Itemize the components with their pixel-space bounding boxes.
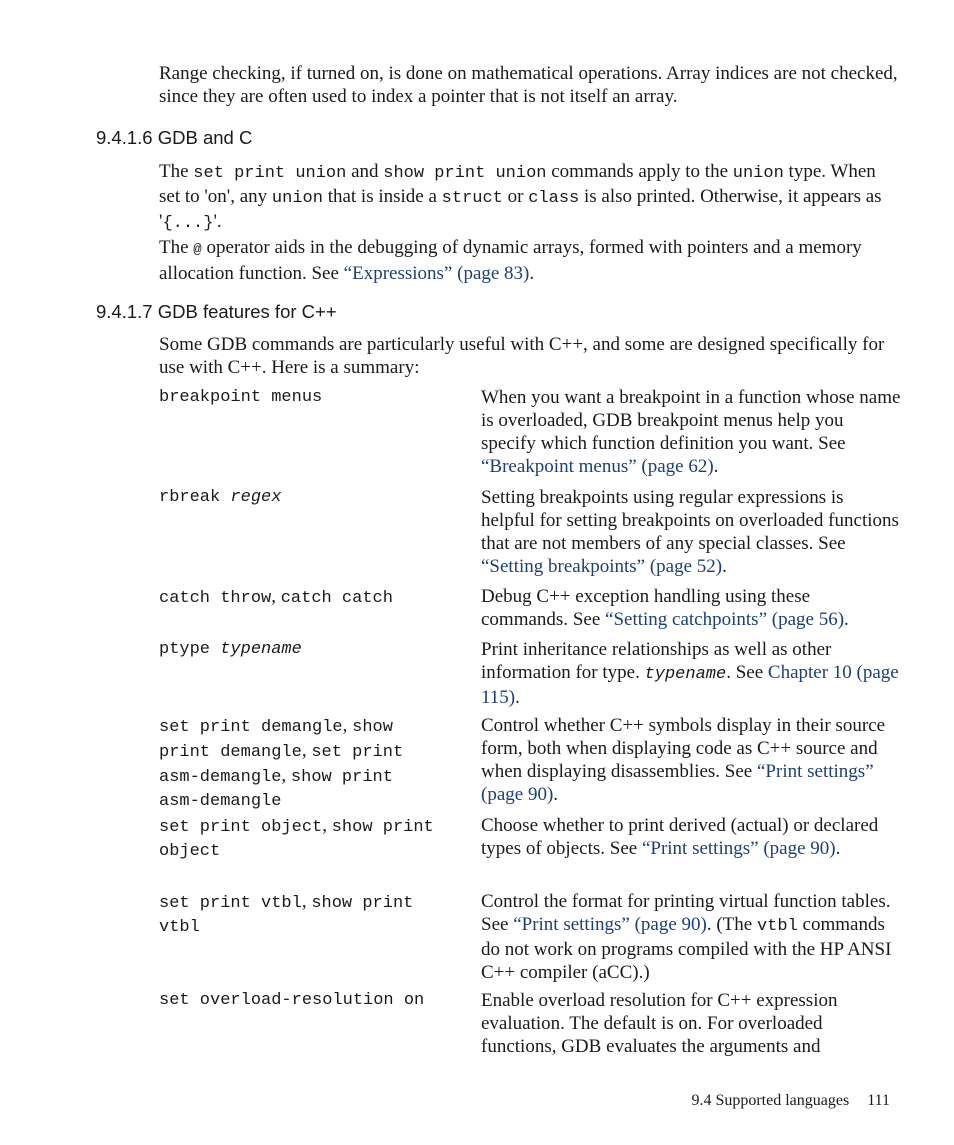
desc-overload-resolution bbox=[481, 989, 901, 1058]
term-line bbox=[159, 890, 469, 915]
term-rbreak-regex bbox=[159, 486, 469, 509]
desc-text: . See bbox=[726, 662, 768, 683]
text-run: commands apply to the bbox=[546, 161, 733, 182]
desc-text: Control whether C++ symbols display in their source form, both when displaying code as C++ source and when displaying disassemblies. See bbox=[481, 715, 886, 782]
code-union: union bbox=[732, 164, 784, 183]
code-union: union bbox=[271, 189, 323, 208]
desc-ptype bbox=[481, 638, 901, 709]
desc-text: Choose whether to print derived (actual) or declared types of objects. See bbox=[481, 815, 879, 859]
term-text: set print vtbl bbox=[159, 894, 302, 913]
term-param: typename bbox=[220, 640, 302, 659]
desc-text: Debug C++ exception handling using these commands. See bbox=[481, 586, 811, 630]
desc-breakpoint-menus bbox=[481, 386, 901, 478]
text-run: or bbox=[502, 186, 529, 207]
term-demangle bbox=[159, 714, 469, 813]
term-separator: , bbox=[271, 586, 281, 607]
link-print-settings[interactable]: “Print settings” (page 90) bbox=[481, 761, 874, 805]
link-print-settings[interactable]: “Print settings” (page 90) bbox=[641, 838, 836, 859]
intro-paragraph: Range checking, if turned on, is done on mathematical operations. Array indices are not checked, since they are often used to index a pointer that is not itself an array. bbox=[159, 63, 898, 107]
link-setting-catchpoints[interactable]: “Setting catchpoints” (page 56) bbox=[605, 609, 845, 630]
text-run: The bbox=[159, 237, 194, 258]
term-text: set overload-resolution on bbox=[159, 991, 425, 1010]
text-run: type. When set to 'on', any bbox=[159, 161, 876, 207]
desc-text: . bbox=[553, 784, 559, 805]
link-breakpoint-menus[interactable]: “Breakpoint menus” (page 62) bbox=[481, 456, 714, 477]
union-paragraph bbox=[159, 160, 899, 235]
desc-text: . bbox=[515, 687, 520, 708]
link-print-settings[interactable]: “Print settings” (page 90) bbox=[513, 914, 707, 935]
term-print-vtbl bbox=[159, 890, 469, 939]
term-separator: , bbox=[301, 891, 312, 912]
term-catch bbox=[159, 585, 469, 610]
desc-text: commands do not work on programs compiled with the HP ANSI C++ compiler (aCC).) bbox=[481, 914, 892, 983]
text-run: '. bbox=[213, 211, 222, 232]
term-text: asm-demangle bbox=[159, 792, 282, 811]
term-line bbox=[159, 739, 469, 764]
term-text: set print object bbox=[159, 818, 323, 837]
term-text: breakpoint menus bbox=[159, 388, 323, 407]
desc-text: . (The bbox=[706, 914, 757, 935]
term-print-object bbox=[159, 814, 469, 863]
term-text: show print bbox=[311, 894, 414, 913]
term-text: rbreak bbox=[159, 488, 231, 507]
desc-text: When you want a breakpoint in a function whose name is overloaded, GDB breakpoint menus help you specify which function definition you want. See bbox=[481, 387, 901, 454]
text-run: The bbox=[159, 161, 194, 182]
term-text: show print bbox=[331, 818, 434, 837]
section-heading-gdb-and-c: 9.4.1.6 GDB and C bbox=[96, 127, 253, 148]
code-set-print-union: set print union bbox=[193, 164, 347, 183]
desc-text: . bbox=[713, 456, 719, 477]
link-setting-breakpoints[interactable]: “Setting breakpoints” (page 52) bbox=[481, 556, 723, 577]
term-param: regex bbox=[230, 488, 282, 507]
code-braces: {...} bbox=[162, 214, 214, 233]
desc-print-vtbl bbox=[481, 890, 901, 984]
code-at-operator: @ bbox=[193, 242, 202, 258]
term-text: set print bbox=[311, 743, 404, 762]
term-text: show bbox=[352, 718, 393, 737]
cpp-intro-paragraph: Some GDB commands are particularly useful with C++, and some are designed specifically for use with C++. Here is a summary: bbox=[159, 334, 885, 378]
code-class: class bbox=[528, 189, 580, 208]
term-line bbox=[159, 915, 469, 939]
term-separator: , bbox=[322, 815, 332, 836]
footer-section-title: 9.4 Supported languages bbox=[691, 1092, 850, 1109]
term-line bbox=[159, 714, 469, 739]
term-line bbox=[159, 764, 469, 789]
desc-text: . bbox=[835, 838, 841, 859]
section-heading-gdb-cpp: 9.4.1.7 GDB features for C++ bbox=[96, 301, 337, 322]
desc-rbreak-regex bbox=[481, 486, 901, 578]
desc-catch bbox=[481, 585, 901, 631]
desc-text: Enable overload resolution for C++ expression evaluation. The default is on. For overloaded functions, GDB evaluates the arguments and bbox=[481, 990, 838, 1057]
term-overload-resolution bbox=[159, 989, 479, 1012]
desc-text: Setting breakpoints using regular expressions is helpful for setting breakpoints on overloaded functions that are not members of any special classes. See bbox=[481, 487, 899, 554]
term-line bbox=[159, 789, 469, 813]
term-text: show print bbox=[290, 768, 393, 787]
desc-text: . bbox=[722, 556, 727, 577]
page-footer bbox=[691, 1092, 890, 1110]
term-separator: , bbox=[301, 740, 312, 761]
desc-text: Control the format for printing virtual function tables. See bbox=[481, 891, 891, 935]
desc-code: vtbl bbox=[756, 917, 798, 936]
desc-text: Print inheritance relationships as well as other information for type. bbox=[481, 639, 832, 683]
code-struct: struct bbox=[441, 189, 503, 208]
term-text: set print demangle bbox=[159, 718, 343, 737]
term-text: catch catch bbox=[280, 589, 393, 608]
term-text: print demangle bbox=[159, 743, 302, 762]
text-run: operator aids in the debugging of dynamic arrays, formed with pointers and a memory allocation function. See bbox=[159, 237, 862, 284]
term-line bbox=[159, 814, 469, 839]
page-number: 111 bbox=[867, 1092, 890, 1109]
text-run: that is inside a bbox=[322, 186, 442, 207]
term-text: ptype bbox=[159, 640, 221, 659]
text-run: is also printed. Otherwise, it appears as ' bbox=[159, 186, 882, 232]
code-show-print-union: show print union bbox=[383, 164, 547, 183]
term-separator: , bbox=[281, 765, 291, 786]
operator-paragraph bbox=[159, 236, 899, 285]
term-breakpoint-menus bbox=[159, 386, 469, 409]
link-expressions[interactable]: “Expressions” (page 83) bbox=[343, 263, 530, 284]
text-run: . bbox=[529, 263, 535, 284]
term-separator: , bbox=[342, 715, 353, 736]
desc-text: . bbox=[844, 609, 849, 630]
term-ptype bbox=[159, 638, 469, 661]
desc-code: typename bbox=[644, 665, 727, 684]
desc-print-object bbox=[481, 814, 901, 860]
link-chapter-10[interactable]: Chapter 10 (page 115) bbox=[481, 662, 899, 708]
term-line bbox=[159, 839, 469, 863]
term-text: catch throw bbox=[159, 589, 272, 608]
text-run: and bbox=[346, 161, 384, 182]
desc-demangle bbox=[481, 714, 901, 806]
term-text: object bbox=[159, 842, 221, 861]
term-text: vtbl bbox=[159, 918, 200, 937]
term-text: asm-demangle bbox=[159, 768, 282, 787]
